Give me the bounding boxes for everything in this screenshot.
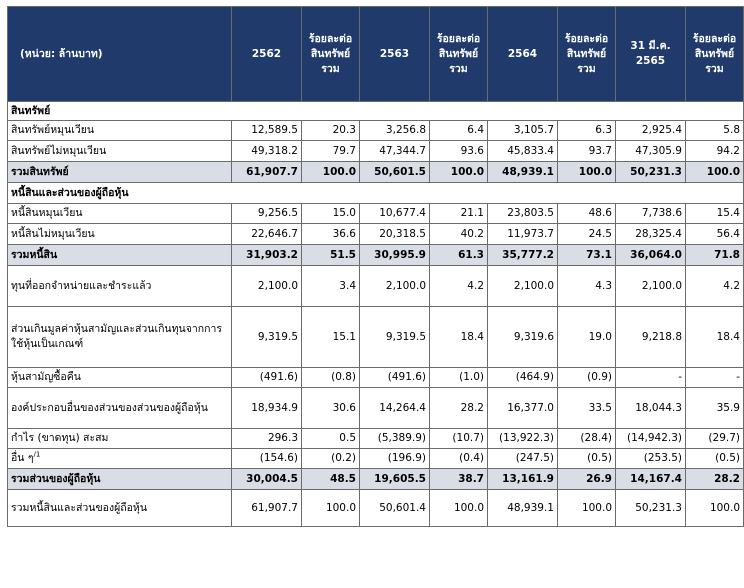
percent-cell: 40.2 xyxy=(430,224,488,245)
percent-cell: 93.7 xyxy=(558,141,616,162)
percent-cell: (0.9) xyxy=(558,368,616,388)
value-cell: 9,319.5 xyxy=(232,307,302,368)
value-cell: 10,677.4 xyxy=(360,204,430,224)
value-cell: (154.6) xyxy=(232,449,302,469)
total-row xyxy=(8,162,744,183)
percent-cell: 48.6 xyxy=(558,204,616,224)
value-cell: 14,264.4 xyxy=(360,388,430,429)
row-label xyxy=(8,490,232,527)
percent-cell: 4.2 xyxy=(430,266,488,307)
header-2563: 2563 xyxy=(360,7,430,102)
row-label-text: หนี้สินไม่หมุนเวียน xyxy=(11,227,95,240)
percent-cell: 6.3 xyxy=(558,121,616,141)
value-cell: 2,100.0 xyxy=(488,266,558,307)
value-cell: 50,601.5 xyxy=(360,162,430,183)
value-cell: 50,231.3 xyxy=(616,490,686,527)
total-row xyxy=(8,469,744,490)
row-label xyxy=(8,183,744,204)
percent-cell: - xyxy=(686,368,744,388)
value-cell: 9,319.5 xyxy=(360,307,430,368)
percent-cell: 30.6 xyxy=(302,388,360,429)
percent-cell: 100.0 xyxy=(302,162,360,183)
row-label-text: สินทรัพย์ไม่หมุนเวียน xyxy=(11,144,107,157)
row-label-text: ทุนที่ออกจำหน่ายและชำระแล้ว xyxy=(11,279,152,292)
value-cell: (491.6) xyxy=(232,368,302,388)
value-cell: 22,646.7 xyxy=(232,224,302,245)
row-label-text: หนี้สินและส่วนของผู้ถือหุ้น xyxy=(11,186,129,199)
row-label xyxy=(8,307,232,368)
value-cell: 19,605.5 xyxy=(360,469,430,490)
value-cell: 3,256.8 xyxy=(360,121,430,141)
value-cell: 3,105.7 xyxy=(488,121,558,141)
percent-cell: 100.0 xyxy=(558,162,616,183)
percent-cell: 100.0 xyxy=(558,490,616,527)
percent-cell: 79.7 xyxy=(302,141,360,162)
value-cell: 45,833.4 xyxy=(488,141,558,162)
percent-cell: 15.1 xyxy=(302,307,360,368)
header-pct-2565: ร้อยละต่อสินทรัพย์รวม xyxy=(686,7,744,102)
percent-cell: 24.5 xyxy=(558,224,616,245)
percent-cell: 18.4 xyxy=(430,307,488,368)
row-label-text: อื่น ๆ xyxy=(11,452,34,464)
value-cell: 9,319.6 xyxy=(488,307,558,368)
percent-cell: 26.9 xyxy=(558,469,616,490)
value-cell: 16,377.0 xyxy=(488,388,558,429)
value-cell: 14,167.4 xyxy=(616,469,686,490)
value-cell: 50,231.3 xyxy=(616,162,686,183)
value-cell: 23,803.5 xyxy=(488,204,558,224)
percent-cell: 28.2 xyxy=(686,469,744,490)
value-cell: 13,161.9 xyxy=(488,469,558,490)
balance-sheet xyxy=(7,6,740,527)
header-2562: 2562 xyxy=(232,7,302,102)
percent-cell: 33.5 xyxy=(558,388,616,429)
row-label-text: กำไร (ขาดทุน) สะสม xyxy=(11,432,109,444)
percent-cell: 4.2 xyxy=(686,266,744,307)
percent-cell: 5.8 xyxy=(686,121,744,141)
row-label-text: รวมหนี้สินและส่วนของผู้ถือหุ้น xyxy=(11,501,147,514)
value-cell: 28,325.4 xyxy=(616,224,686,245)
row-label xyxy=(8,368,232,388)
value-cell: - xyxy=(616,368,686,388)
percent-cell: 100.0 xyxy=(686,490,744,527)
row-label xyxy=(8,162,232,183)
percent-cell: 28.2 xyxy=(430,388,488,429)
value-cell: 2,100.0 xyxy=(232,266,302,307)
percent-cell: (1.0) xyxy=(430,368,488,388)
row-label-text: รวมส่วนของผู้ถือหุ้น xyxy=(11,472,101,485)
table-row xyxy=(8,449,744,469)
value-cell: (247.5) xyxy=(488,449,558,469)
value-cell: 47,344.7 xyxy=(360,141,430,162)
percent-cell: 100.0 xyxy=(686,162,744,183)
table-row xyxy=(8,121,744,141)
value-cell: 48,939.1 xyxy=(488,490,558,527)
percent-cell: 15.0 xyxy=(302,204,360,224)
percent-cell: (10.7) xyxy=(430,429,488,449)
row-label xyxy=(8,449,232,469)
percent-cell: (0.5) xyxy=(558,449,616,469)
value-cell: 9,218.8 xyxy=(616,307,686,368)
percent-cell: 36.6 xyxy=(302,224,360,245)
row-label xyxy=(8,469,232,490)
row-label-text: สินทรัพย์หมุนเวียน xyxy=(11,124,95,136)
percent-cell: 51.5 xyxy=(302,245,360,266)
row-label-text: หนี้สินหมุนเวียน xyxy=(11,207,83,219)
percent-cell: 6.4 xyxy=(430,121,488,141)
row-label-text: รวมสินทรัพย์ xyxy=(11,165,69,178)
value-cell: 50,601.4 xyxy=(360,490,430,527)
row-label-text: สินทรัพย์ xyxy=(11,104,51,117)
value-cell: 9,256.5 xyxy=(232,204,302,224)
percent-cell: 15.4 xyxy=(686,204,744,224)
value-cell: 7,738.6 xyxy=(616,204,686,224)
value-cell: 30,004.5 xyxy=(232,469,302,490)
value-cell: 48,939.1 xyxy=(488,162,558,183)
table-row xyxy=(8,141,744,162)
value-cell: (196.9) xyxy=(360,449,430,469)
row-label xyxy=(8,224,232,245)
percent-cell: 21.1 xyxy=(430,204,488,224)
section-row xyxy=(8,183,744,204)
header-pct-2562: ร้อยละต่อสินทรัพย์รวม xyxy=(302,7,360,102)
header-row xyxy=(8,7,744,102)
percent-cell: (0.2) xyxy=(302,449,360,469)
value-cell: 2,100.0 xyxy=(616,266,686,307)
row-label xyxy=(8,429,232,449)
row-label xyxy=(8,102,744,121)
header-pct-2564: ร้อยละต่อสินทรัพย์รวม xyxy=(558,7,616,102)
value-cell: 296.3 xyxy=(232,429,302,449)
percent-cell: (28.4) xyxy=(558,429,616,449)
value-cell: 12,589.5 xyxy=(232,121,302,141)
percent-cell: 93.6 xyxy=(430,141,488,162)
table-row xyxy=(8,204,744,224)
percent-cell: 18.4 xyxy=(686,307,744,368)
value-cell: 36,064.0 xyxy=(616,245,686,266)
value-cell: (491.6) xyxy=(360,368,430,388)
header-2564: 2564 xyxy=(488,7,558,102)
percent-cell: 3.4 xyxy=(302,266,360,307)
total-row xyxy=(8,245,744,266)
value-cell: 47,305.9 xyxy=(616,141,686,162)
row-label xyxy=(8,245,232,266)
row-label xyxy=(8,266,232,307)
row-label-text: รวมหนี้สิน xyxy=(11,248,58,261)
total-row xyxy=(8,490,744,527)
value-cell: 49,318.2 xyxy=(232,141,302,162)
percent-cell: 61.3 xyxy=(430,245,488,266)
row-label xyxy=(8,121,232,141)
value-cell: (5,389.9) xyxy=(360,429,430,449)
table-row xyxy=(8,224,744,245)
row-label-text: หุ้นสามัญซื้อคืน xyxy=(11,371,81,383)
value-cell: 30,995.9 xyxy=(360,245,430,266)
value-cell: 61,907.7 xyxy=(232,490,302,527)
table-row xyxy=(8,307,744,368)
value-cell: 61,907.7 xyxy=(232,162,302,183)
value-cell: 11,973.7 xyxy=(488,224,558,245)
percent-cell: (0.8) xyxy=(302,368,360,388)
percent-cell: (0.5) xyxy=(686,449,744,469)
value-cell: 35,777.2 xyxy=(488,245,558,266)
percent-cell: 100.0 xyxy=(430,490,488,527)
percent-cell: 38.7 xyxy=(430,469,488,490)
percent-cell: 35.9 xyxy=(686,388,744,429)
percent-cell: 94.2 xyxy=(686,141,744,162)
percent-cell: 100.0 xyxy=(302,490,360,527)
percent-cell: 4.3 xyxy=(558,266,616,307)
table-row xyxy=(8,266,744,307)
value-cell: 18,934.9 xyxy=(232,388,302,429)
table-row xyxy=(8,388,744,429)
balance-sheet-table xyxy=(7,6,744,527)
percent-cell: 20.3 xyxy=(302,121,360,141)
value-cell: 18,044.3 xyxy=(616,388,686,429)
percent-cell: 0.5 xyxy=(302,429,360,449)
header-pct-2563: ร้อยละต่อสินทรัพย์รวม xyxy=(430,7,488,102)
row-label xyxy=(8,141,232,162)
value-cell: 20,318.5 xyxy=(360,224,430,245)
percent-cell: 100.0 xyxy=(430,162,488,183)
value-cell: (464.9) xyxy=(488,368,558,388)
value-cell: 31,903.2 xyxy=(232,245,302,266)
percent-cell: 71.8 xyxy=(686,245,744,266)
row-label xyxy=(8,388,232,429)
table-row xyxy=(8,429,744,449)
footnote-marker: /1 xyxy=(33,450,41,459)
value-cell: (14,942.3) xyxy=(616,429,686,449)
row-label-text: ส่วนเกินมูลค่าหุ้นสามัญและส่วนเกินทุนจากการใช้หุ้นเป็นเกณฑ์ xyxy=(11,323,222,350)
section-row xyxy=(8,102,744,121)
percent-cell: (29.7) xyxy=(686,429,744,449)
table-row xyxy=(8,368,744,388)
header-2565: 31 มี.ค. 2565 xyxy=(616,7,686,102)
row-label-text: องค์ประกอบอื่นของส่วนของส่วนของผู้ถือหุ้น xyxy=(11,401,208,414)
percent-cell: 73.1 xyxy=(558,245,616,266)
value-cell: 2,100.0 xyxy=(360,266,430,307)
percent-cell: (0.4) xyxy=(430,449,488,469)
value-cell: (253.5) xyxy=(616,449,686,469)
percent-cell: 56.4 xyxy=(686,224,744,245)
percent-cell: 48.5 xyxy=(302,469,360,490)
header-unit: (หน่วย: ล้านบาท) xyxy=(8,7,232,102)
row-label xyxy=(8,204,232,224)
percent-cell: 19.0 xyxy=(558,307,616,368)
value-cell: 2,925.4 xyxy=(616,121,686,141)
value-cell: (13,922.3) xyxy=(488,429,558,449)
